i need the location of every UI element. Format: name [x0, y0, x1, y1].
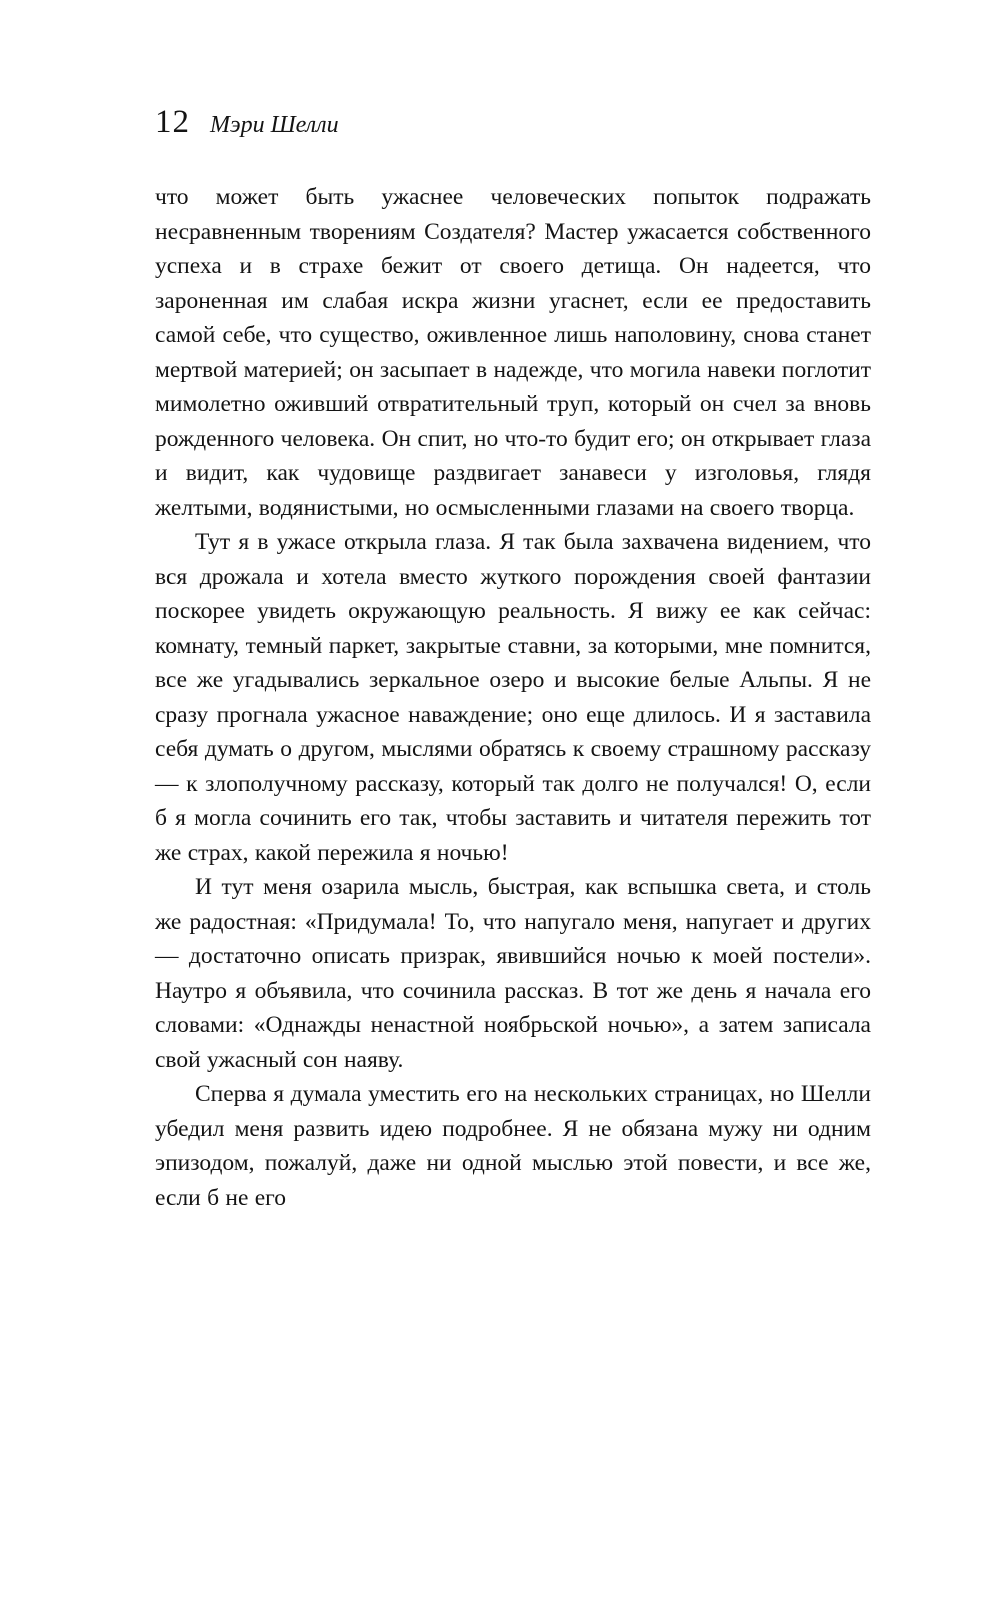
page-number: 12: [155, 104, 190, 140]
paragraph: И тут меня озарила мысль, быстрая, как вспышка света, и столь же радостная: «Придумала! То, что напугало меня, напугает и других — достаточно описать призрак, явившийся ночью к моей постели». Наутро я объявила, что сочинила рассказ. В тот же день я начала его словами: «Однажды ненастной ноябрьской ночью», а затем записала свой ужасный сон наяву.: [155, 874, 871, 1073]
paragraph: что может быть ужаснее человеческих попыток подражать несравненным творениям Создателя? Мастер ужасается собственного успеха и в страхе бежит от своего детища. Он надеется, что зароненная им слабая искра жизни угаснет, если ее предоставить самой себе, что существо, оживленное лишь наполовину, снова станет мертвой материей; он засыпает в надежде, что могила навеки поглотит мимолетно оживший отвратительный труп, который он счел за вновь рожденного человека. Он спит, но что-то будит его; он открывает глаза и видит, как чудовище раздвигает занавеси у изголовья, глядя желтыми, водянистыми, но осмысленными глазами на своего творца.: [155, 184, 871, 521]
paragraph: Тут я в ужасе открыла глаза. Я так была захвачена видением, что вся дрожала и хотела вместо жуткого порождения своей фантазии поскорее увидеть окружающую реальность. Я вижу ее как сейчас: комнату, темный паркет, закрытые ставни, за которыми, мне помнится, все же угадывались зеркальное озеро и высокие белые Альпы. Я не сразу прогнала ужасное наваждение; оно еще длилось. И я заставила себя думать о другом, мыслями обратясь к своему страшному рассказу — к злополучному рассказу, который так долго не получался! О, если б я могла сочинить его так, чтобы заставить и читателя пережить тот же страх, какой пережила я ночью!: [155, 529, 871, 866]
running-head: [155, 106, 339, 139]
paragraph: Сперва я думала уместить его на нескольких страницах, но Шелли убедил меня развить идею подробнее. Я не обязана мужу ни одним эпизодом, пожалуй, даже ни одной мыслью этой повести, и все же, если б не его: [155, 1081, 871, 1211]
body-text: [155, 180, 871, 1215]
running-head-author: Мэри Шелли: [210, 112, 339, 138]
